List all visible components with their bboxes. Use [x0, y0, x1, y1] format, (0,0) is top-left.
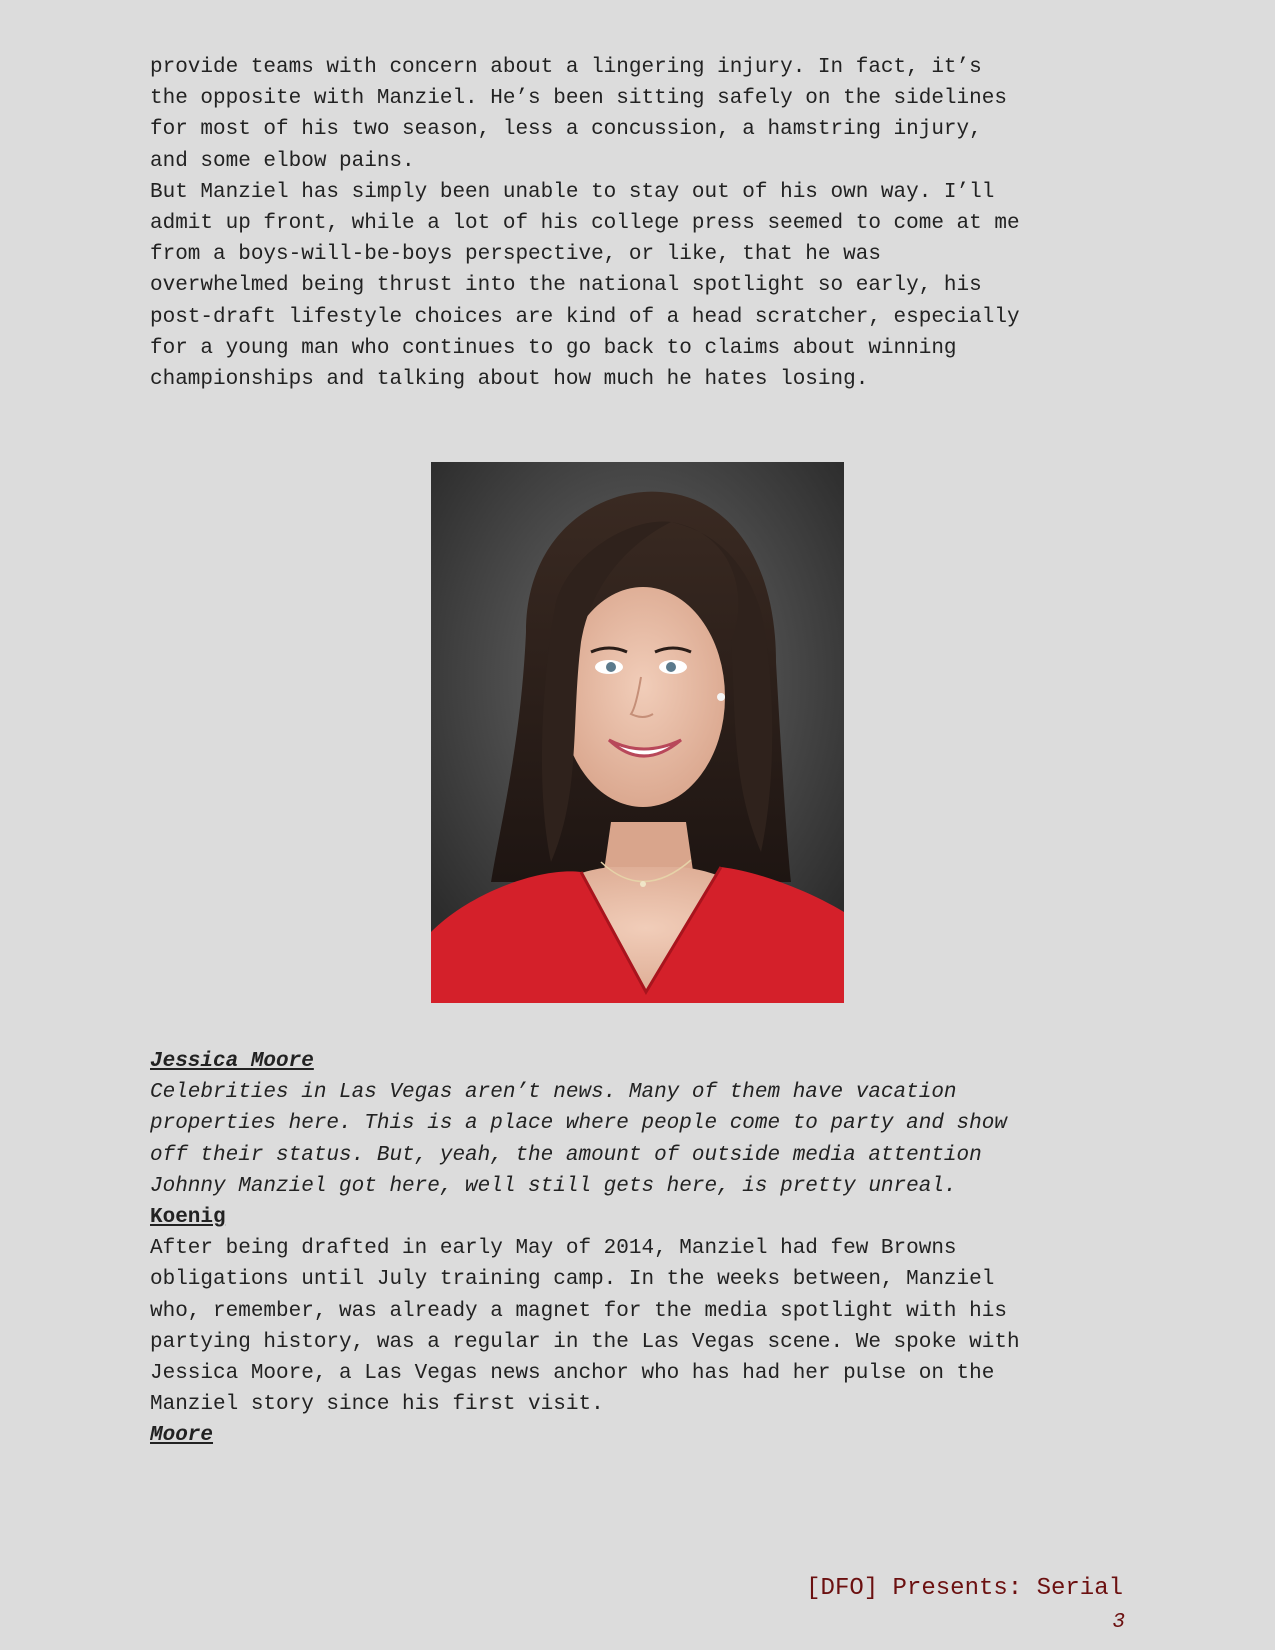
body-paragraph: provide teams with concern about a lingering injury. In fact, it’s the opposite with Manziel. He’s been sitting safely on the sidelines for most of his two season, less a concussion, a hamstring injury, and some elbow pains. [150, 56, 1007, 173]
document-page [150, 52, 1130, 395]
transcript-section [150, 1046, 1130, 1452]
speaker-name: Koenig [150, 1206, 226, 1230]
footer-title: [DFO] Presents: Serial [806, 1575, 1123, 1602]
speaker-name: Moore [150, 1424, 214, 1448]
portrait-image [431, 462, 844, 1003]
page-number: 3 [1112, 1611, 1125, 1634]
speaker-quote: Celebrities in Las Vegas aren’t news. Many of them have vacation properties here. This is a place where people come to party and show off their status. But, yeah, the amount of outside media attention Johnny Manziel got here, well still gets here, is pretty unreal. [150, 1081, 1007, 1198]
speaker-name: Jessica Moore [150, 1050, 314, 1073]
portrait-photo [431, 462, 844, 1003]
narration-paragraph: After being drafted in early May of 2014, Manziel had few Browns obligations until July training camp. In the weeks between, Manziel who, remember, was already a magnet for the media spotlight with his partying history, was a regular in the Las Vegas scene. We spoke with Jessica Moore, a Las Vegas news anchor who has had her pulse on the Manziel story since his first visit. [150, 1237, 1020, 1417]
body-paragraph: But Manziel has simply been unable to stay out of his own way. I’ll admit up front, while a lot of his college press seemed to come at me from a boys-will-be-boys perspective, or like, that he was overwhelmed being thrust into the national spotlight so early, his post-draft lifestyle choices are kind of a head scratcher, especially for a young man who continues to go back to claims about winning championships and talking about how much he hates losing. [150, 180, 1020, 392]
